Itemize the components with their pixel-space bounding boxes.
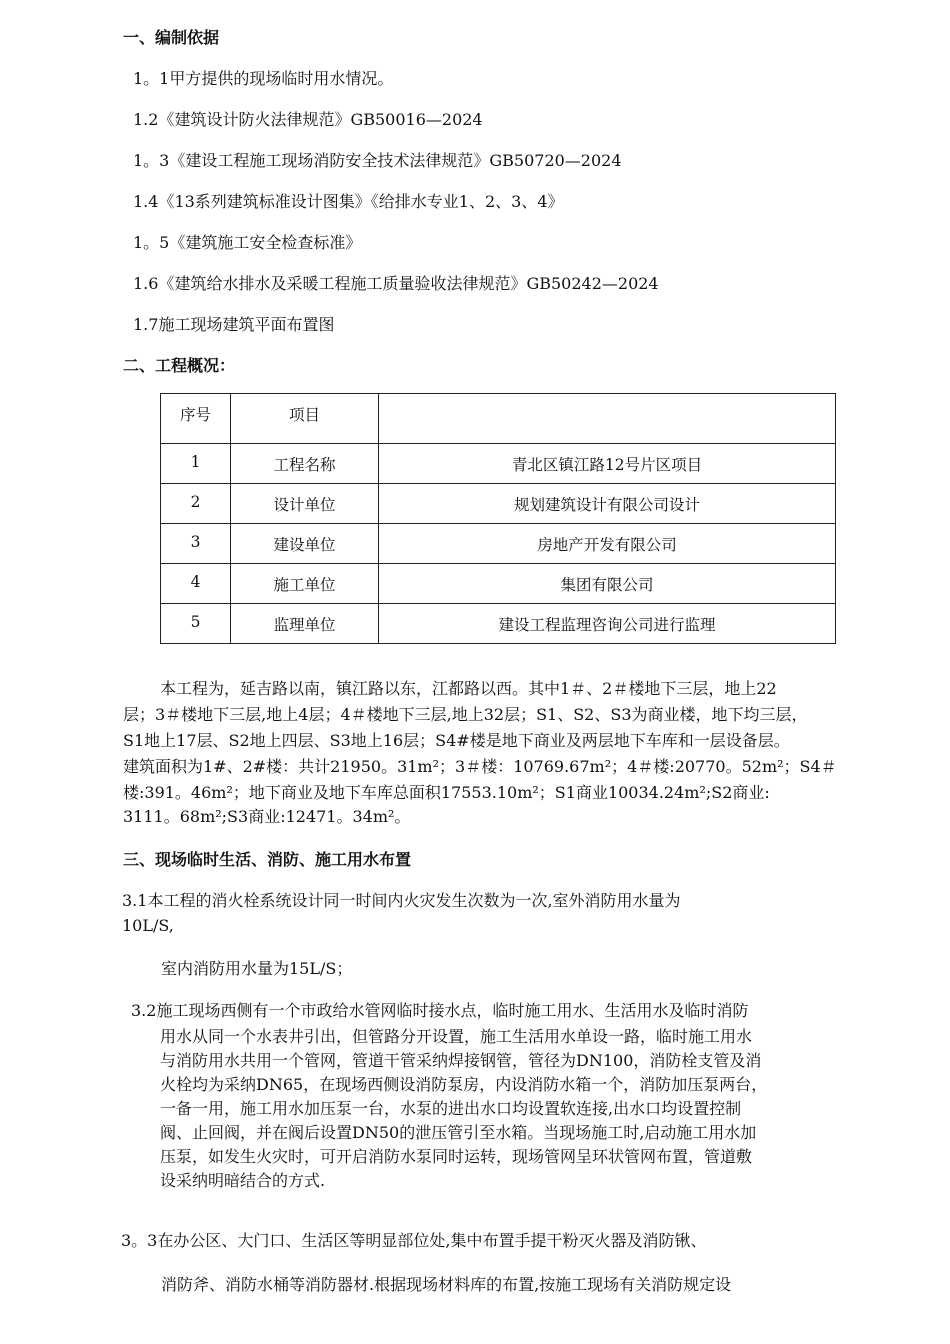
section2-title: 二、工程概况：	[123, 356, 236, 375]
table-row	[161, 564, 836, 604]
table-row	[161, 484, 836, 524]
p32-line-2: 用水从同一个水表井引出，但管路分开设置，施工生活用水单设一路，临时施工用水	[160, 1027, 753, 1046]
section3-title: 三、现场临时生活、消防、施工用水布置	[123, 850, 412, 869]
p33-line-1: 3。3在办公区、大门口、生活区等明显部位处,集中布置手提干粉灭火器及消防锹、	[121, 1231, 707, 1250]
basis-item-2: 1.2《建筑设计防火法律规范》GB50016—2024	[133, 110, 483, 129]
row-seq: 2	[161, 484, 231, 524]
row-value: 集团有限公司	[379, 564, 836, 604]
basis-item-4: 1.4《13系列建筑标准设计图集》《给排水专业1、2、3、4》	[133, 192, 564, 211]
description-line-2: 层；3＃楼地下三层,地上4层；4＃楼地下三层,地上32层；S1、S2、S3为商业楼，地下均三层，	[123, 705, 808, 724]
description-line-6: 3111。68m²;S3商业:12471。34m²。	[123, 807, 411, 826]
basis-item-7: 1.7施工现场建筑平面布置图	[133, 315, 335, 334]
row-value: 规划建筑设计有限公司设计	[379, 484, 836, 524]
row-value: 建设工程监理咨询公司进行监理	[379, 604, 836, 644]
basis-item-5: 1。5《建筑施工安全检查标准》	[133, 233, 362, 252]
p32-line-1: 3.2施工现场西侧有一个市政给水管网临时接水点，临时施工用水、生活用水及临时消防	[131, 1001, 749, 1020]
basis-item-6: 1.6《建筑给水排水及采暖工程施工质量验收法律规范》GB50242—2024	[133, 274, 659, 293]
header-seq: 序号	[161, 394, 231, 444]
row-value: 房地产开发有限公司	[379, 524, 836, 564]
project-overview-table	[160, 393, 836, 644]
p31-indoor: 室内消防用水量为15L/S；	[161, 959, 353, 978]
p32-line-4: 火栓均为采纳DN65，在现场西侧设消防泵房，内设消防水箱一个，消防加压泵两台，	[160, 1075, 768, 1094]
basis-item-3: 1。3《建设工程施工现场消防安全技术法律规范》GB50720—2024	[133, 151, 622, 170]
row-item: 施工单位	[231, 564, 379, 604]
p32-line-7: 压泵，如发生火灾时，可开启消防水泵同时运转，现场管网呈环状管网布置，管道敷	[160, 1147, 753, 1166]
row-seq: 1	[161, 444, 231, 484]
table-header-row	[161, 394, 836, 444]
p32-line-3: 与消防用水共用一个管网，管道干管采纳焊接钢管，管径为DN100，消防栓支管及消	[160, 1051, 762, 1070]
row-item: 建设单位	[231, 524, 379, 564]
p31-line-1: 3.1本工程的消火栓系统设计同一时间内火灾发生次数为一次,室外消防用水量为	[122, 891, 681, 910]
p32-line-8: 设采纳明暗结合的方式.	[160, 1171, 326, 1190]
table-row	[161, 444, 836, 484]
row-seq: 5	[161, 604, 231, 644]
row-value: 青北区镇江路12号片区项目	[379, 444, 836, 484]
row-item: 工程名称	[231, 444, 379, 484]
row-item: 设计单位	[231, 484, 379, 524]
description-line-4: 建筑面积为1#、2#楼：共计21950。31m²；3＃楼：10769.67m²；4＃楼:20770。52m²；S4＃	[123, 757, 837, 776]
p32-line-5: 一备一用，施工用水加压泵一台，水泵的进出水口均设置软连接,出水口均设置控制	[160, 1099, 742, 1118]
section1-title: 一、编制依据	[123, 28, 220, 47]
basis-item-1: 1。1甲方提供的现场临时用水情况。	[133, 69, 394, 88]
description-line-1: 本工程为，延吉路以南，镇江路以东，江都路以西。其中1＃、2＃楼地下三层，地上22	[160, 679, 777, 698]
table-row	[161, 524, 836, 564]
description-line-3: S1地上17层、S2地上四层、S3地上16层；S4#楼是地下商业及两层地下车库和一层设备层。	[123, 731, 790, 750]
row-seq: 4	[161, 564, 231, 604]
table-row	[161, 604, 836, 644]
row-item: 监理单位	[231, 604, 379, 644]
header-content	[379, 394, 836, 444]
p33-line-2: 消防斧、消防水桶等消防器材.根据现场材料库的布置,按施工现场有关消防规定设	[161, 1275, 732, 1294]
row-seq: 3	[161, 524, 231, 564]
p31-line-2: 10L/S,	[122, 916, 174, 935]
p32-line-6: 阀、止回阀，并在阀后设置DN50的泄压管引至水箱。当现场施工时,启动施工用水加	[160, 1123, 757, 1142]
header-item: 项目	[231, 394, 379, 444]
description-line-5: 楼:391。46m²；地下商业及地下车库总面积17553.10m²；S1商业10034.24m²;S2商业:	[123, 783, 770, 802]
